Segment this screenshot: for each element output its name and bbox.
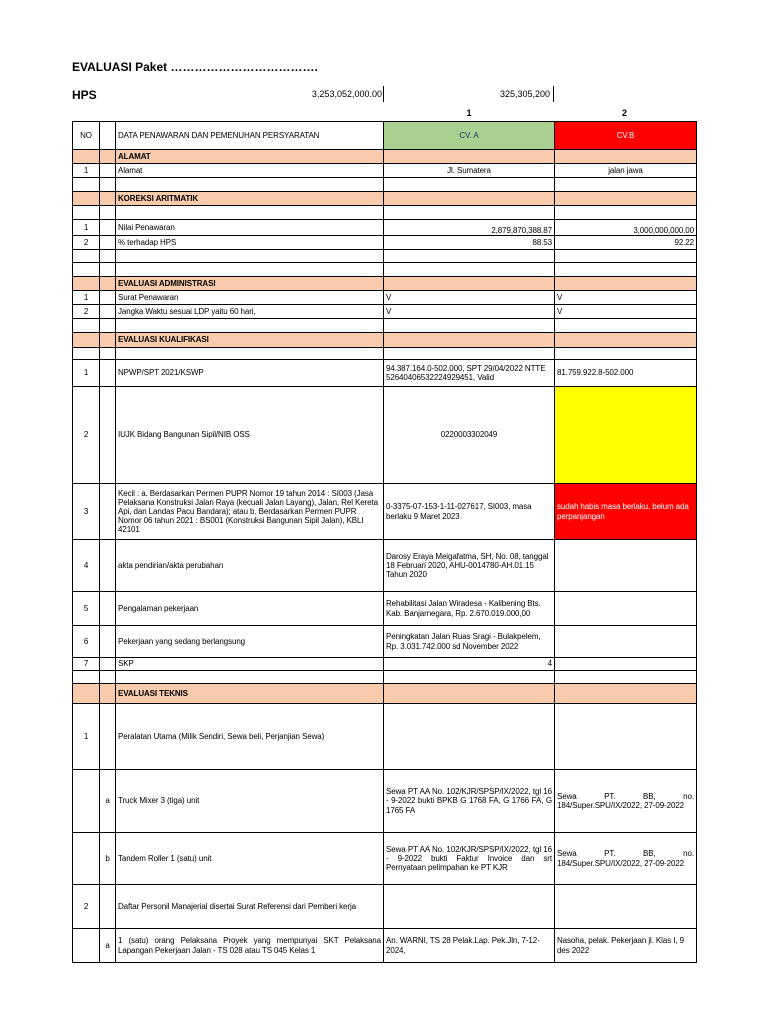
cell <box>100 122 116 150</box>
section-row <box>73 192 697 206</box>
row-label: akta pendirian/akta perubahan <box>116 540 384 592</box>
row-subno: b <box>100 833 116 885</box>
cv-a-value: Sewa PT AA No. 102/KJR/SPSP/IX/2022, tgl 16 - 9-2022 bukti Faktur Invoice dan srt Pernyataan pelimpahan ke PT KJR <box>384 833 555 885</box>
row-label: Truck Mixer 3 (tiga) unit <box>116 770 384 833</box>
cv-b-value <box>555 592 697 626</box>
row-label: Surat Penawaran <box>116 291 384 305</box>
cv-a-value: 88.53 <box>384 236 555 250</box>
row-no: 3 <box>73 484 100 540</box>
spacer-row <box>73 319 697 333</box>
spacer-row <box>73 250 697 263</box>
row-subno: a <box>100 929 116 963</box>
row-no: 5 <box>73 592 100 626</box>
section-row <box>73 150 697 164</box>
section-alamat: ALAMAT <box>116 150 384 164</box>
cv-a-value: An. WARNI, TS 28 Pelak.Lap. Pek.Jln, 7-12-2024, <box>384 929 555 963</box>
row-no: 1 <box>73 291 100 305</box>
table-row <box>73 626 697 658</box>
column-number-2: 2 <box>621 108 627 118</box>
column-number-1: 1 <box>466 108 472 118</box>
table-row <box>73 387 697 484</box>
row-no: 4 <box>73 540 100 592</box>
header-description: DATA PENAWARAN DAN PEMENUHAN PERSYARATAN <box>116 122 384 150</box>
row-label: Jangka Waktu sesuai LDP yaitu 60 hari, <box>116 305 384 319</box>
spacer-row <box>73 178 697 192</box>
cv-a-value: Sewa PT AA No. 102/KJR/SPSP/IX/2022, tgl 16 - 9-2022 bukti BPKB G 1768 FA, G 1766 FA, G 1765 FA <box>384 770 555 833</box>
hps-divider <box>383 86 384 102</box>
cv-a-value: 4 <box>384 658 555 671</box>
row-label: NPWP/SPT 2021/KSWP <box>116 360 384 387</box>
row-no: 2 <box>73 885 100 929</box>
cv-b-value: sudah habis masa berlaku, belum ada perpanjangan <box>555 484 697 540</box>
table-row <box>73 885 697 929</box>
row-no: 1 <box>73 220 100 236</box>
row-label: Pengalaman pekerjaan <box>116 592 384 626</box>
row-label: Peralatan Utama (Milik Sendiri, Sewa beli, Perjanjian Sewa) <box>116 704 384 770</box>
table-row <box>73 658 697 671</box>
cv-b-value <box>555 885 697 929</box>
section-kualifikasi: EVALUASI KUALIFIKASI <box>116 333 384 348</box>
row-label: Tandem Roller 1 (satu) unit <box>116 833 384 885</box>
row-label: 1 (satu) orang Pelaksana Proyek yang mempunyai SKT Pelaksana Lapangan Pekerjaan Jalan - TS 028 atau TS 045 Kelas 1 <box>116 929 384 963</box>
table-row <box>73 484 697 540</box>
row-label: IUJK Bidang Bangunan Sipil/NIB OSS <box>116 387 384 484</box>
table-row <box>73 833 697 885</box>
cv-a-value: Jl. Sumatera <box>384 164 555 178</box>
hps-ten-percent: 325,305,200 <box>499 89 550 99</box>
header-cv-a: CV. A <box>384 122 555 150</box>
cv-b-value <box>555 387 697 484</box>
table-row <box>73 305 697 319</box>
section-teknis: EVALUASI TEKNIS <box>116 684 384 704</box>
row-no: 2 <box>73 305 100 319</box>
row-no: 6 <box>73 626 100 658</box>
spacer-row <box>73 671 697 684</box>
cv-a-value: 0220003302049 <box>384 387 555 484</box>
row-label: % terhadap HPS <box>116 236 384 250</box>
row-label: Alamat <box>116 164 384 178</box>
row-label: Nilai Penawaran <box>116 220 384 236</box>
cv-a-value: V <box>384 305 555 319</box>
cv-b-value: Sewa PT. BB, no. 184/Super.SPU/IX/2022, 27-09-2022 <box>555 833 697 885</box>
cv-a-value <box>384 704 555 770</box>
cv-a-value: Peningkatan Jalan Ruas Sragi - Bulakpelem, Rp. 3.031.742.000 sd November 2022 <box>384 626 555 658</box>
header-cv-b: CV.B <box>555 122 697 150</box>
row-no: 1 <box>73 360 100 387</box>
cv-b-value: V <box>555 291 697 305</box>
section-administrasi: EVALUASI ADMINISTRASI <box>116 277 384 291</box>
cv-b-value: jalan jawa <box>555 164 697 178</box>
cv-b-value <box>555 704 697 770</box>
evaluation-table <box>72 121 697 963</box>
row-label: SKP <box>116 658 384 671</box>
cv-a-value: Rehabilitasi Jalan Wiradesa - Kalibening Bts. Kab. Banjarnegara, Rp. 2.670.019.000,00 <box>384 592 555 626</box>
table-row <box>73 770 697 833</box>
cv-a-value: V <box>384 291 555 305</box>
page-title: EVALUASI Paket ………………………………. <box>72 60 318 74</box>
table-header-row <box>73 122 697 150</box>
cv-b-value <box>555 626 697 658</box>
table-row <box>73 592 697 626</box>
spacer-row <box>73 263 697 277</box>
spacer-row <box>73 206 697 220</box>
section-koreksi: KOREKSI ARITMATIK <box>116 192 384 206</box>
row-no: 1 <box>73 704 100 770</box>
section-row <box>73 333 697 348</box>
row-no: 2 <box>73 387 100 484</box>
cv-a-value: 0-3375-07-153-1-11-027617, SI003, masa berlaku 9 Maret 2023 <box>384 484 555 540</box>
hps-label: HPS <box>72 88 97 102</box>
cv-b-value: 3,000,000,000.00 <box>555 220 697 236</box>
cv-b-value: V <box>555 305 697 319</box>
cv-b-value: 81.759.922.8-502.000 <box>555 360 697 387</box>
table-row <box>73 540 697 592</box>
hps-divider <box>553 86 554 102</box>
row-no: 7 <box>73 658 100 671</box>
cv-a-value: 2,879,870,388.87 <box>384 220 555 236</box>
header-no: NO <box>73 122 100 150</box>
table-row <box>73 929 697 963</box>
cv-a-value <box>384 885 555 929</box>
cv-b-value <box>555 658 697 671</box>
section-row <box>73 684 697 704</box>
table-row <box>73 164 697 178</box>
table-row <box>73 220 697 236</box>
cv-a-value: 94.387.164.0-502.000, SPT 29/04/2022 NTTE 52640406532224929451, Valid <box>384 360 555 387</box>
table-row <box>73 291 697 305</box>
cv-b-value <box>555 540 697 592</box>
row-no: 2 <box>73 236 100 250</box>
row-no: 1 <box>73 164 100 178</box>
cv-b-value: Nasoha, pelak. Pekerjaan jl. Klas I, 9 des 2022 <box>555 929 697 963</box>
row-label: Daftar Personil Manajerial disertai Surat Referensi dari Pemberi kerja <box>116 885 384 929</box>
section-row <box>73 277 697 291</box>
table-row <box>73 236 697 250</box>
table-row <box>73 360 697 387</box>
spacer-row <box>73 348 697 360</box>
table-row <box>73 704 697 770</box>
row-label: Kecil : a. Berdasarkan Permen PUPR Nomor 19 tahun 2014 : SI003 (Jasa Pelaksana Konstruksi Jalan Raya (kecuali Jalan Layang), Jalan, Rel Kereta Api, dan Landas Pacu Bandara); atau b. Berdasarkan Permen PUPR Nomor 06 tahun 2021 : BS001 (Konstruksi Bangunan Sipil Jalan), KBLI 42101 <box>116 484 384 540</box>
hps-value: 3,253,052,000.00 <box>311 89 382 99</box>
cv-b-value: 92.22 <box>555 236 697 250</box>
cv-a-value: Darosy Eraya Meigafatma, SH, No. 08, tanggal 18 Februari 2020, AHU-0014780-AH.01.15 Tahun 2020 <box>384 540 555 592</box>
row-subno: a <box>100 770 116 833</box>
cv-b-value: Sewa PT. BB, no. 184/Super.SPU/IX/2022, 27-09-2022 <box>555 770 697 833</box>
row-label: Pekerjaan yang sedang berlangsung <box>116 626 384 658</box>
